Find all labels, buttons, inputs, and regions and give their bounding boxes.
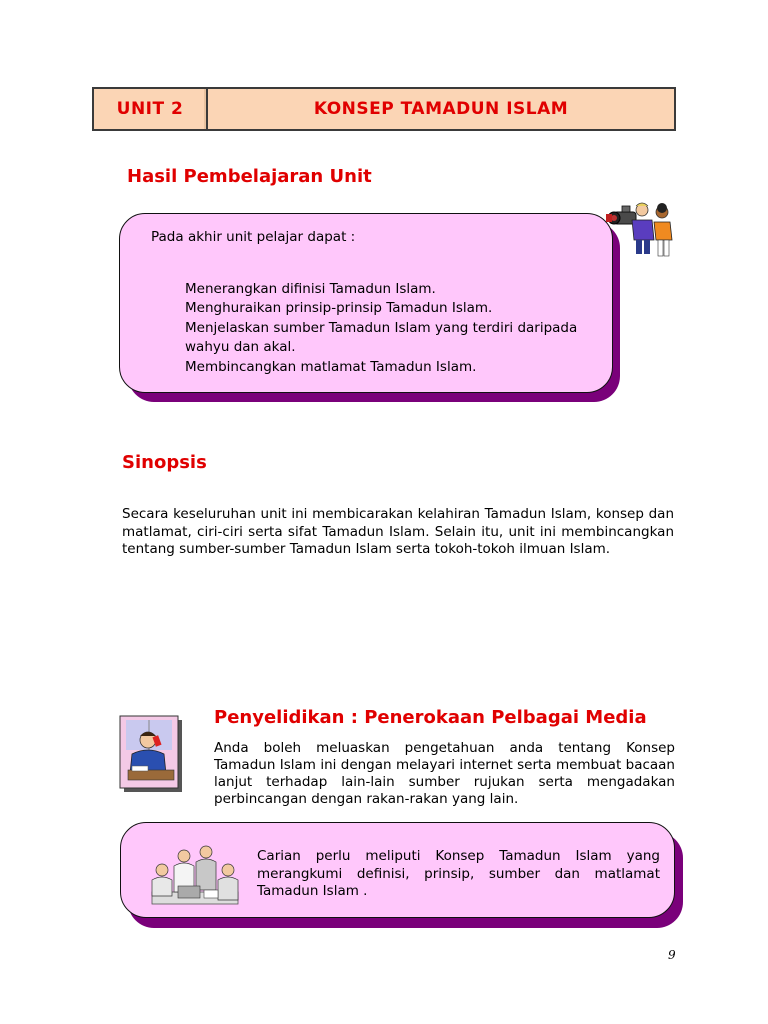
note-text: Carian perlu meliputi Konsep Tamadun Islam yang merangkumi definisi, prinsip, sumber dan matlamat Tamadun Islam .	[257, 848, 660, 899]
group-discussion-illustration	[142, 840, 248, 916]
outcomes-intro: Pada akhir unit pelajar dapat :	[151, 229, 356, 245]
outcome-item: wahyu dan akal.	[185, 339, 296, 355]
synopsis-text: Secara keseluruhan unit ini membicarakan kelahiran Tamadun Islam, konsep dan matlamat, ciri-ciri serta sifat Tamadun Islam. Selain itu, unit ini membincangkan tentang sumber-sumber Tamadun Islam serta tokoh-tokoh ilmuan Islam.	[122, 506, 674, 557]
unit-title: KONSEP TAMADUN ISLAM	[313, 99, 569, 119]
outcome-item: Menjelaskan sumber Tamadun Islam yang terdiri daripada	[185, 320, 578, 336]
unit-number: UNIT 2	[94, 89, 208, 129]
outcome-item: Menghuraikan prinsip-prinsip Tamadun Islam.	[185, 300, 493, 316]
outcome-item: Membincangkan matlamat Tamadun Islam.	[185, 359, 477, 375]
outcomes-box	[119, 213, 613, 393]
page-number: 9	[668, 948, 676, 962]
outcome-item: Menerangkan difinisi Tamadun Islam.	[185, 281, 436, 297]
camera-crew-illustration	[604, 196, 678, 260]
research-text: Anda boleh meluaskan pengetahuan anda tentang Konsep Tamadun Islam ini dengan melayari internet serta membuat bacaan lanjut terhadap lain-lain sumber rujukan serta mengadakan perbincangan dengan rakan-rakan yang lain.	[214, 740, 675, 807]
outcomes-heading: Hasil Pembelajaran Unit	[127, 166, 372, 187]
synopsis-heading: Sinopsis	[122, 452, 207, 473]
research-heading: Penyelidikan : Penerokaan Pelbagai Media	[214, 707, 647, 728]
phone-worker-illustration	[118, 714, 186, 794]
unit-header-table	[92, 87, 676, 131]
